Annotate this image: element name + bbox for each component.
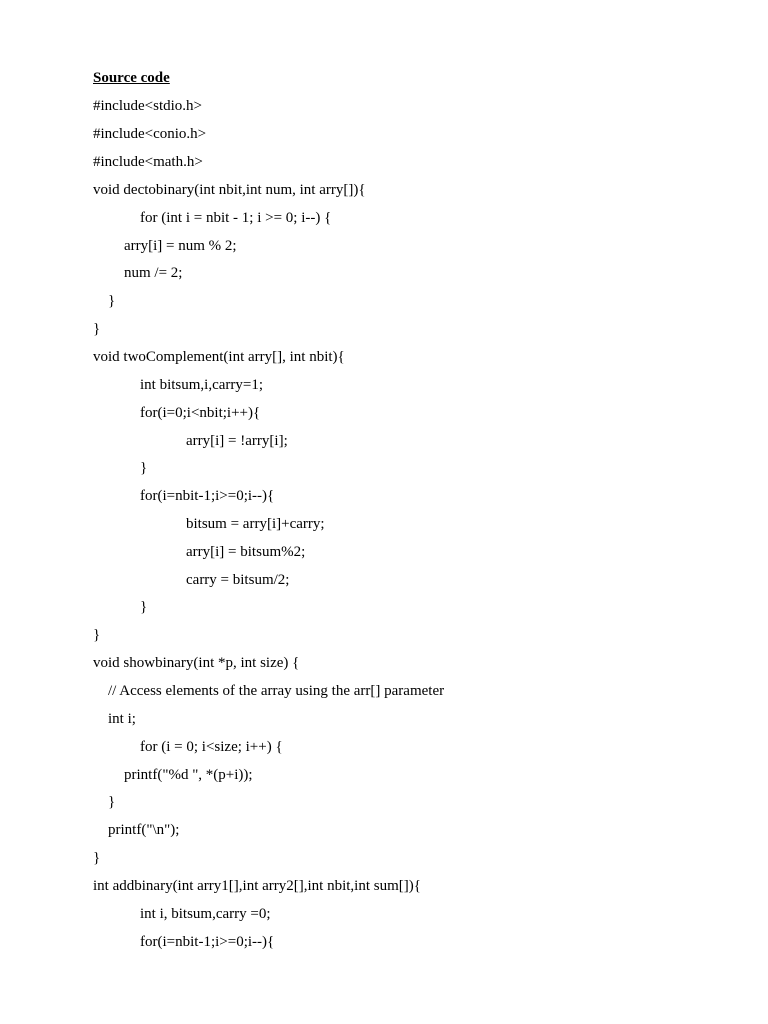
code-line: #include<stdio.h>	[93, 98, 202, 114]
code-line: }	[108, 293, 116, 309]
code-line: arry[i] = num % 2;	[124, 238, 237, 254]
code-line: arry[i] = !arry[i];	[186, 433, 288, 449]
code-line: carry = bitsum/2;	[186, 572, 290, 588]
code-line: #include<conio.h>	[93, 126, 207, 142]
code-line: for (int i = nbit - 1; i >= 0; i--) {	[140, 210, 332, 226]
code-line: void dectobinary(int nbit,int num, int arry[]){	[93, 182, 366, 198]
code-line: num /= 2;	[124, 265, 183, 281]
code-line: }	[140, 599, 148, 615]
code-line: printf("\n");	[108, 822, 180, 838]
code-line: #include<math.h>	[93, 154, 203, 170]
code-line: for (i = 0; i<size; i++) {	[140, 739, 283, 755]
code-line: }	[108, 794, 116, 810]
code-line: int i, bitsum,carry =0;	[140, 906, 271, 922]
code-line: printf("%d ", *(p+i));	[124, 767, 253, 783]
code-line: int addbinary(int arry1[],int arry2[],int nbit,int sum[]){	[93, 878, 421, 894]
code-line: int i;	[108, 711, 136, 727]
code-line: }	[93, 850, 101, 866]
code-line: bitsum = arry[i]+carry;	[186, 516, 325, 532]
code-line: void twoComplement(int arry[], int nbit){	[93, 349, 345, 365]
code-line: for(i=0;i<nbit;i++){	[140, 405, 261, 421]
code-line: arry[i] = bitsum%2;	[186, 544, 306, 560]
code-line: // Access elements of the array using the arr[] parameter	[108, 683, 445, 699]
code-line: int bitsum,i,carry=1;	[140, 377, 264, 393]
code-line: for(i=nbit-1;i>=0;i--){	[140, 934, 275, 950]
section-heading: Source code	[93, 70, 170, 86]
code-line: }	[93, 627, 101, 643]
code-line: void showbinary(int *p, int size) {	[93, 655, 300, 671]
code-line: }	[93, 321, 101, 337]
code-line: for(i=nbit-1;i>=0;i--){	[140, 488, 275, 504]
code-line: }	[140, 460, 148, 476]
